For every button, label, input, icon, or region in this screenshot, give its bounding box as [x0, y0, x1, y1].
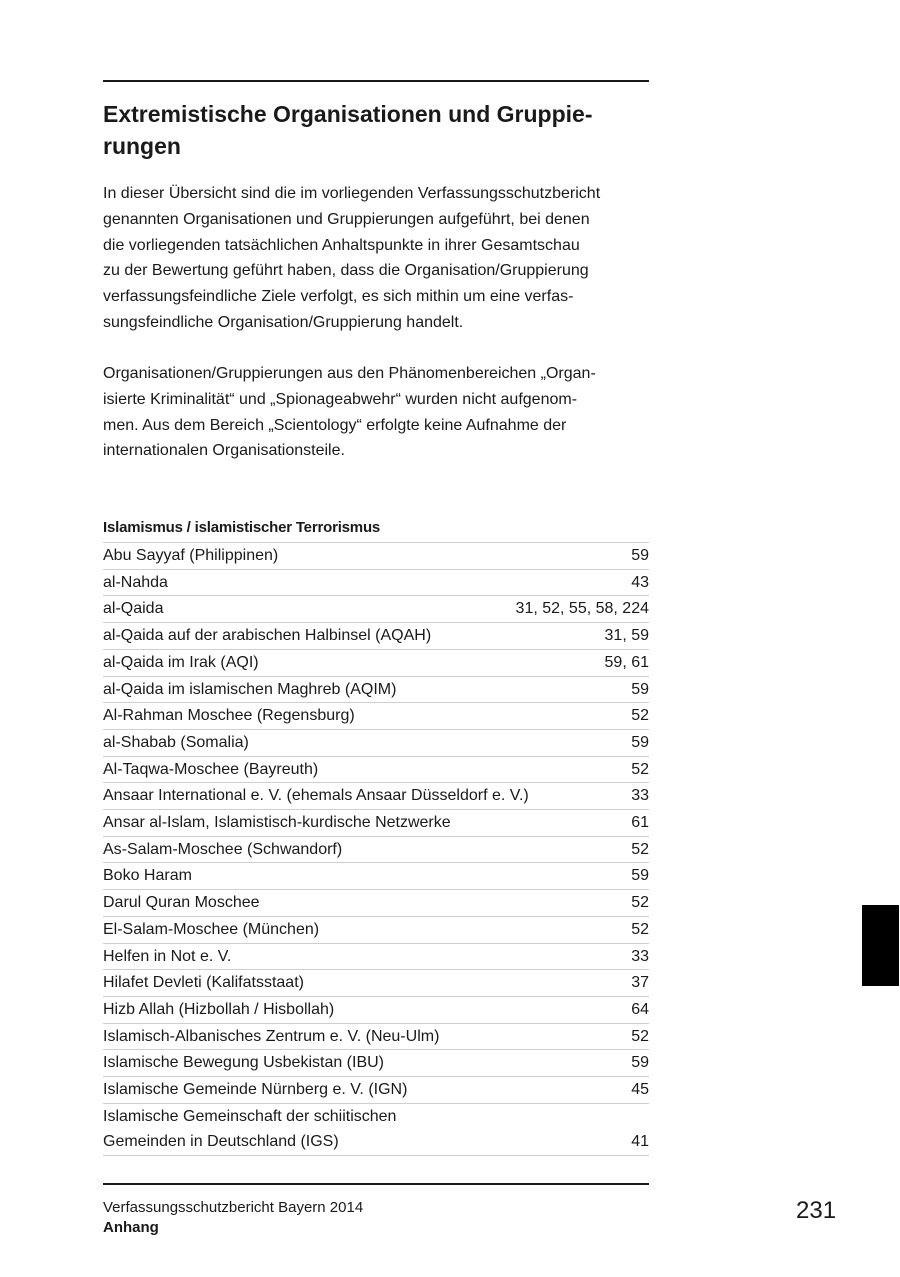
organization-name: Al-Taqwa-Moschee (Bayreuth): [103, 760, 319, 778]
table-row: [103, 703, 649, 730]
page-references: 41: [631, 1133, 649, 1151]
table-row: [103, 997, 649, 1024]
organization-name: Al-Rahman Moschee (Regensburg): [103, 707, 355, 725]
organization-name: Hizb Allah (Hizbollah / Hisbollah): [103, 1000, 335, 1018]
organization-name: Islamische Bewegung Usbekistan (IBU): [103, 1054, 385, 1072]
page-references: 37: [631, 974, 649, 992]
table-row: [103, 944, 649, 971]
footer-report-title: Verfassungsschutzbericht Bayern 2014: [103, 1199, 364, 1216]
page-references: 31, 59: [604, 627, 649, 645]
table-row: [103, 650, 649, 677]
page-references: 45: [631, 1081, 649, 1099]
table-row: [103, 543, 649, 570]
organization-name: Islamisch-Albanisches Zentrum e. V. (Neu-Ulm): [103, 1027, 440, 1045]
organization-name: As-Salam-Moschee (Schwandorf): [103, 840, 343, 858]
table-row: [103, 596, 649, 623]
intro-paragraph: [103, 181, 649, 336]
bottom-rule: [103, 1183, 649, 1185]
table-row: [103, 810, 649, 837]
page-references: 59: [631, 733, 649, 751]
organization-name: Islamische Gemeinde Nürnberg e. V. (IGN): [103, 1081, 408, 1099]
organization-name: al-Qaida auf der arabischen Halbinsel (AQAH): [103, 627, 432, 645]
organization-name-line: Islamische Gemeinschaft der schiitischen: [103, 1107, 397, 1125]
organization-name: Hilafet Devleti (Kalifatsstaat): [103, 974, 304, 992]
table-row: [103, 1024, 649, 1051]
table-row: [103, 783, 649, 810]
note-line: men. Aus dem Bereich „Scientology“ erfolgte keine Aufnahme der: [103, 416, 567, 434]
table-row: [103, 677, 649, 704]
organization-name: al-Qaida im Irak (AQI): [103, 653, 259, 671]
page-references: 52: [631, 707, 649, 725]
page-references: 59: [631, 547, 649, 564]
table-row: [103, 1104, 649, 1156]
page-references: 33: [631, 787, 649, 805]
footer-section-name: Anhang: [103, 1219, 159, 1236]
page-references: 33: [631, 947, 649, 965]
note-paragraph: [103, 361, 649, 464]
intro-line: In dieser Übersicht sind die im vorliegenden Verfassungsschutzbericht: [103, 185, 601, 202]
intro-line: sungsfeindliche Organisation/Gruppierung handelt.: [103, 313, 464, 331]
page-references: 52: [631, 1027, 649, 1045]
section-heading: Islamismus / islamistischer Terrorismus: [103, 517, 649, 543]
organization-name: Ansaar International e. V. (ehemals Ansaar Düsseldorf e. V.): [103, 787, 529, 805]
organization-name: Darul Quran Moschee: [103, 894, 260, 912]
organization-name: Ansar al-Islam, Islamistisch-kurdische Netzwerke: [103, 814, 451, 832]
table-row: [103, 730, 649, 757]
table-row: [103, 890, 649, 917]
organization-name: El-Salam-Moschee (München): [103, 920, 320, 938]
organization-name: al-Shabab (Somalia): [103, 733, 249, 751]
page-references: 61: [631, 814, 649, 832]
page-title: [103, 98, 649, 162]
organization-name: al-Qaida im islamischen Maghreb (AQIM): [103, 680, 397, 698]
organization-name: [103, 1104, 396, 1155]
table-row: [103, 863, 649, 890]
table-row: [103, 837, 649, 864]
page-references: 59: [631, 1054, 649, 1072]
table-row: [103, 757, 649, 784]
page-references: 31, 52, 55, 58, 224: [515, 600, 649, 618]
page-number: 231: [796, 1197, 837, 1224]
note-line: internationalen Organisationsteile.: [103, 442, 345, 460]
table-row: [103, 1077, 649, 1104]
organization-name: Abu Sayyaf (Philippinen): [103, 547, 279, 564]
page-references: 43: [631, 573, 649, 591]
chapter-thumb-tab: [862, 905, 899, 986]
page-references: 59, 61: [604, 653, 649, 671]
organization-index-table: [103, 517, 649, 1156]
title-line: Extremistische Organisationen und Gruppie-: [103, 101, 593, 127]
page-references: 59: [631, 680, 649, 698]
note-line: Organisationen/Gruppierungen aus den Phänomenbereichen „Organ-: [103, 365, 596, 382]
organization-name: Boko Haram: [103, 867, 192, 885]
intro-line: die vorliegenden tatsächlichen Anhaltspunkte in ihrer Gesamtschau: [103, 236, 580, 254]
organization-name: Helfen in Not e. V.: [103, 947, 232, 965]
page-references: 59: [631, 867, 649, 885]
table-row: [103, 570, 649, 597]
table-row: [103, 917, 649, 944]
organization-name-line: Gemeinden in Deutschland (IGS): [103, 1133, 339, 1151]
page-references: 52: [631, 760, 649, 778]
page-references: 52: [631, 840, 649, 858]
note-line: isierte Kriminalität“ und „Spionageabwehr“ wurden nicht aufgenom-: [103, 390, 578, 408]
top-rule: [103, 80, 649, 82]
organization-name: al-Nahda: [103, 573, 168, 591]
title-line: rungen: [103, 133, 181, 159]
page-references: 52: [631, 894, 649, 912]
organization-name: al-Qaida: [103, 600, 164, 618]
table-row: [103, 623, 649, 650]
table-row: [103, 970, 649, 997]
table-row: [103, 1050, 649, 1077]
page-references: 52: [631, 920, 649, 938]
intro-line: verfassungsfeindliche Ziele verfolgt, es sich mithin um eine verfas-: [103, 288, 574, 306]
intro-line: genannten Organisationen und Gruppierungen aufgeführt, bei denen: [103, 210, 590, 228]
intro-line: zu der Bewertung geführt haben, dass die Organisation/Gruppierung: [103, 262, 589, 280]
page-references: 64: [631, 1000, 649, 1018]
